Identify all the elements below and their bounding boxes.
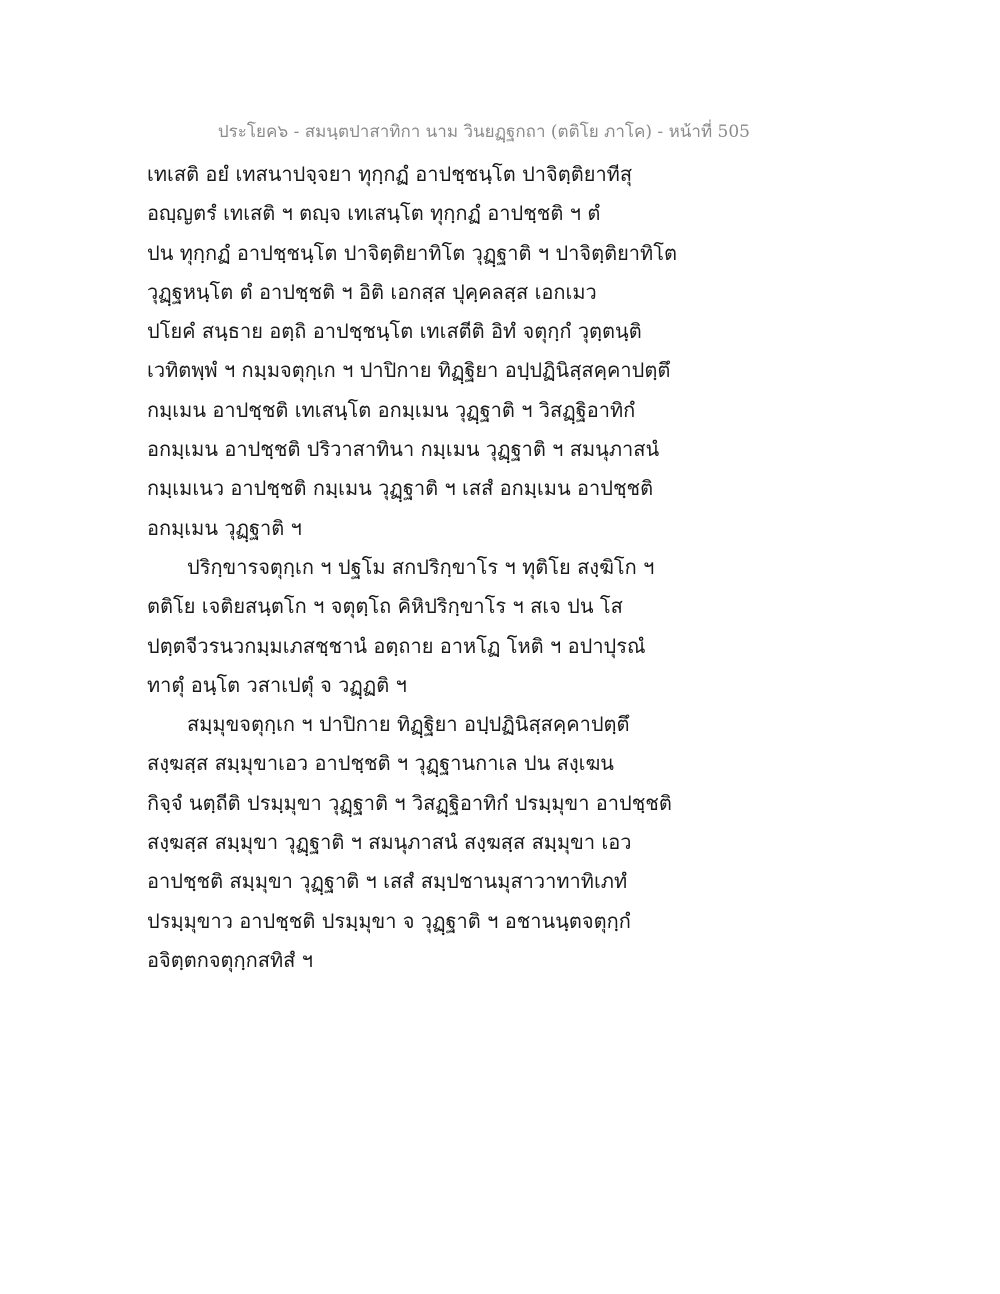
text-line: อญฺญตรํ เทเสติ ฯ ตญฺจ เทเสนฺโต ทุกฺกฏํ อาปชฺชติ ฯ ตํ — [147, 201, 601, 226]
paragraph-first-line: ปริกฺขารจตุกฺเก ฯ ปฐโม สกปริกฺขาโร ฯ ทุติโย สงฺฆิโก ฯ — [187, 554, 655, 579]
text-line: สงฺฆสฺส สมฺมุขาเอว อาปชฺชติ ฯ วุฏฺฐานกาเล ปน สงฺเฆน — [147, 751, 614, 776]
text-line: กิจฺจํ นตฺถีติ ปรมฺมุขา วุฏฺฐาติ ฯ วิสฏฺฐิอาทิกํ ปรมฺมุขา อาปชฺชติ — [147, 790, 672, 815]
paragraph-first-line: สมฺมุขจตุกฺเก ฯ ปาปิกาย ทิฏฺฐิยา อปฺปฏินิสฺสคฺคาปตฺตึ — [187, 712, 630, 737]
text-line: กมฺเมเนว อาปชฺชติ กมฺเมน วุฏฺฐาติ ฯ เสสํ อกมฺเมน อาปชฺชติ — [147, 476, 654, 501]
text-line: ปตฺตจีวรนวกมฺมเภสชฺชานํ อตฺถาย อาหโฏ โหติ ฯ อปาปุรณํ — [147, 633, 646, 658]
text-line: ตติโย เจติยสนฺตโก ฯ จตุตฺโถ คิหิปริกฺขาโร ฯ สเจ ปน โส — [147, 594, 623, 619]
text-line: เวทิตพฺพํ ฯ กมฺมจตุกฺเก ฯ ปาปิกาย ทิฏฺฐิยา อปฺปฏินิสฺสคฺคาปตฺตึ — [147, 358, 671, 383]
text-line: อาปชฺชติ สมฺมุขา วุฏฺฐาติ ฯ เสสํ สมฺปชานมุสาวาทาทิเภทํ — [147, 869, 628, 894]
text-line: ปน ทุกฺกฏํ อาปชฺชนฺโต ปาจิตฺติยาทิโต วุฏฺฐาติ ฯ ปาจิตฺติยาทิโต — [147, 240, 677, 265]
text-line: ปรมฺมุขาว อาปชฺชติ ปรมฺมุขา จ วุฏฺฐาติ ฯ อชานนฺตจตุกฺกํ — [147, 908, 631, 933]
text-line: เทเสติ อยํ เทสนาปจฺจยา ทุกฺกฏํ อาปชฺชนฺโต ปาจิตฺติยาทีสุ — [147, 162, 633, 186]
running-header: ประโยค๖ - สมนฺตปาสาทิกา นาม วินยฏฺฐกถา (ตติโย ภาโค) - หน้าที่ 505 — [217, 122, 750, 142]
text-line: ปโยคํ สนฺธาย อตฺถิ อาปชฺชนฺโต เทเสตีติ อิทํ จตุกฺกํ วุตฺตนฺติ — [147, 319, 642, 344]
text-line: อจิตฺตกจตุกฺกสทิสํ ฯ — [147, 947, 313, 972]
text-line: สงฺฆสฺส สมฺมุขา วุฏฺฐาติ ฯ สมนุภาสนํ สงฺฆสฺส สมฺมุขา เอว — [147, 830, 632, 855]
text-line: ทาตุํ อนฺโต วสาเปตุํ จ วฏฺฏติ ฯ — [147, 672, 407, 697]
text-line: กมฺเมน อาปชฺชติ เทเสนฺโต อกมฺเมน วุฏฺฐาติ ฯ วิสฏฺฐิอาทิกํ — [147, 397, 636, 422]
text-line: อกมฺเมน วุฏฺฐาติ ฯ — [147, 515, 302, 540]
text-line: วุฏฺฐหนฺโต ตํ อาปชฺชติ ฯ อิติ เอกสฺส ปุคฺคลสฺส เอกเมว — [147, 279, 597, 304]
body-text — [147, 155, 707, 980]
text-line: อกมฺเมน อาปชฺชติ ปริวาสาทินา กมฺเมน วุฏฺฐาติ ฯ สมนุภาสนํ — [147, 437, 660, 462]
